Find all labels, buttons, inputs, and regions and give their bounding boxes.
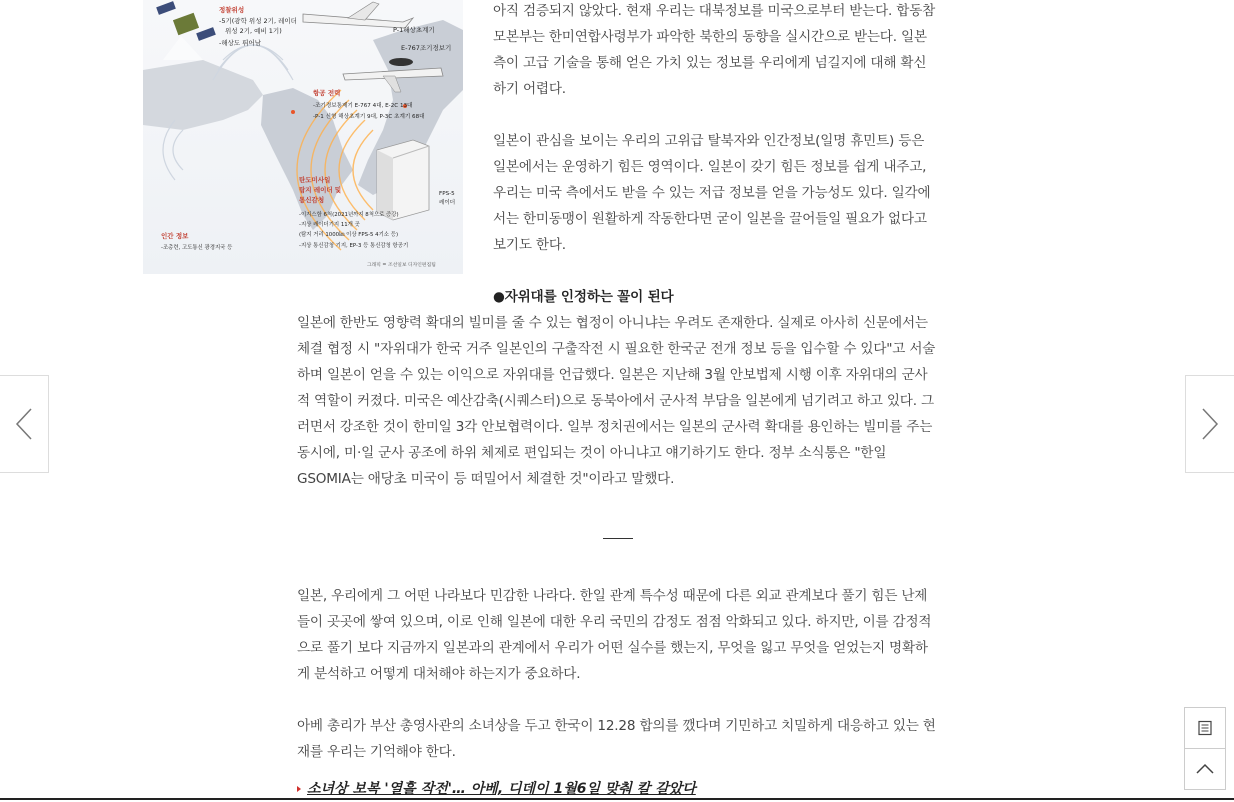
- missile-title: 탐지 레이더 및: [299, 186, 342, 194]
- chevron-up-icon: [1196, 763, 1214, 775]
- article-paragraph: 아베 총리가 부산 총영사관의 소녀상을 두고 한국이 12.28 합의를 깼다며 기민하고 치밀하게 대응하고 있는 현재를 우리는 기억해야 한다.: [297, 718, 936, 760]
- fps5-label: 레이더: [439, 200, 456, 206]
- article-subheading: ●자위대를 인정하는 꼴이 된다: [493, 289, 674, 305]
- previous-article-button[interactable]: [0, 375, 49, 473]
- satellite-title: 정찰위성: [219, 6, 245, 14]
- article-paragraph: 일본이 관심을 보이는 우리의 고위급 탈북자와 인간정보(일명 휴민트) 등은 일본에서는 운영하기 힘든 영역이다. 일본이 갖기 힘든 정보를 쉽게 내주고, 우리는 미국 측에서도 받을 수 있는 저급 정보를 얻을 가능성도 있다. 일각에서는 한미동맹이 원활하게 작동한다면 굳이 일본을 끌어들일 필요가 없다고 보기도 한다.: [493, 133, 931, 253]
- bullet-icon: [297, 786, 301, 792]
- article-figure: [143, 0, 463, 274]
- related-article-link[interactable]: 소녀상 보복 '열흘 작전'… 아베, 디데이 1월6일 맞춰 칼 갈았다: [307, 781, 696, 797]
- human-line: -조총련, 고도통신 광경지국 등: [161, 245, 233, 251]
- p1-label: P-1해상초계기: [393, 26, 435, 34]
- china-map-shape: [143, 60, 263, 130]
- satellite-line: -5기(광학 위성 2기, 레이더: [219, 17, 297, 25]
- air-line: -P-1 신형 해상초계기 9대, P-3C 초계기 68대: [313, 114, 425, 120]
- chevron-left-icon: [14, 407, 34, 441]
- satellite-line: 위성 2기, 예비 1기): [225, 27, 282, 35]
- article-paragraph: 아직 검증되지 않았다. 현재 우리는 대북정보를 미국으로부터 받는다. 합동참모본부는 한미연합사령부가 파악한 북한의 동향을 실시간으로 받는다. 일본 측이 고급 기술을 통해 얻은 가치 있는 정보를 우리에게 넘길지에 대해 확신하기 어렵다.: [493, 3, 936, 97]
- next-article-button[interactable]: [1185, 375, 1234, 473]
- missile-line: (탐지 거리 1000㎞ 이상 FPS-5 4기소 등): [299, 232, 399, 238]
- figure-credit: 그래픽 = 조선일보 디자인편집팀: [367, 263, 436, 268]
- list-icon: [1197, 720, 1213, 736]
- missile-line: -지상 통신감청 기지, EP-3 등 통신감청 항공기: [299, 243, 409, 249]
- satellite-icon: [156, 1, 216, 60]
- article-list-button[interactable]: [1184, 707, 1226, 749]
- missile-line: -지상 레이더기지 11개 곳: [299, 222, 360, 228]
- scroll-top-button[interactable]: [1184, 748, 1226, 790]
- section-divider: [603, 538, 633, 539]
- missile-title: 탄도미사일: [299, 176, 331, 184]
- air-line: -조기경보통제기 E-767 4대, E-2C 13대: [313, 103, 413, 109]
- article-paragraph: 일본, 우리에게 그 어떤 나라보다 민감한 나라다. 한일 관계 특수성 때문에 다른 외교 관계보다 풀기 힘든 난제들이 곳곳에 쌓여 있으며, 이로 인해 일본에 대한 우리 국민의 감정도 점점 악화되고 있다. 하지만, 이를 감정적으로 풀기 보다 지금까지 일본과의 관계에서 우리가 어떤 실수를 했는지, 무엇을 잃고 무엇을 얻었는지 명확하게 분석하고 어떻게 대처해야 하는지가 중요하다.: [297, 588, 932, 682]
- fps5-label: FPS-5: [439, 191, 455, 197]
- missile-line: -이지스함 6척(2021년까지 8척으로 증강): [299, 212, 399, 218]
- air-title: 항공 전력: [313, 89, 341, 97]
- article-paragraph: 일본에 한반도 영향력 확대의 빌미를 줄 수 있는 협정이 아니냐는 우려도 존재한다. 실제로 아사히 신문에서는 체결 협정 시 "자위대가 한국 거주 일본인의 구출작전 시 필요한 한국군 전개 정보 등을 입수할 수 있다"고 서술하며 일본이 얻을 수 있는 이익으로 자위대를 언급했다. 일본은 지난해 3월 안보법제 시행 이후 자위대의 군사적 역할이 커졌다. 미국은 예산감축(시퀘스터)으로 동북아에서 군사적 부담을 일본에게 넘기려고 하고 있다. 그러면서 강조한 것이 한미일 3각 안보협력이다. 일부 정치권에서는 일본의 군사력 확대를 용인하는 빌미를 주는 동시에, 미·일 군사 공조에 하위 체제로 편입되는 것이 아니냐고 얘기하기도 한다. 정부 소식통은 "한일 GSOMIA는 애당초 미국이 등 떠밀어서 체결한 것"이라고 말했다.: [297, 315, 936, 487]
- missile-title: 통신감청: [299, 196, 325, 204]
- satellite-line: -해상도 뛰어남: [219, 39, 262, 47]
- intelligence-infographic: [143, 0, 463, 274]
- chevron-right-icon: [1200, 407, 1220, 441]
- e767-label: E-767조기경보기: [401, 44, 452, 52]
- radar-building-icon: [377, 140, 429, 220]
- human-title: 인간 정보: [161, 232, 189, 240]
